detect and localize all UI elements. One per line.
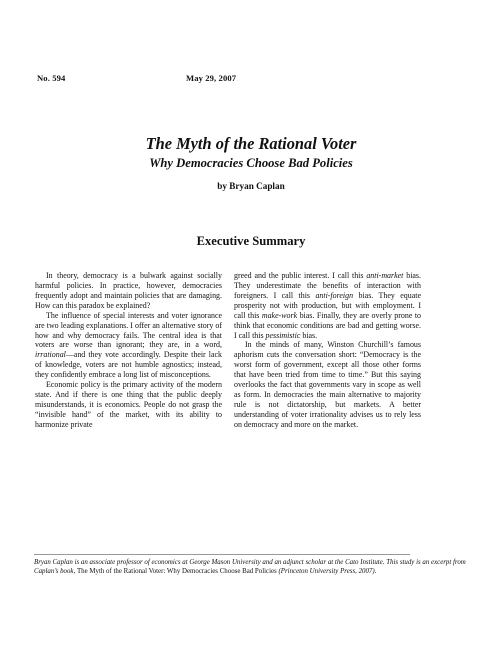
footnote-text: (Princeton University Press, 2007).	[276, 567, 377, 575]
paragraph-text: bias. They equate prosperity not with production, but with employment. I call this	[234, 290, 421, 320]
left-text-column	[35, 271, 222, 430]
author-footnote	[34, 559, 474, 576]
paragraph-text: —and they vote accordingly. Despite their lack of knowledge, voters are not humble agnostics; instead, they confidently embrace a long list of misconceptions.	[35, 350, 222, 380]
publication-date: May 29, 2007	[186, 73, 237, 83]
footnote-divider	[34, 554, 410, 555]
section-heading: Executive Summary	[196, 234, 306, 248]
paragraph-text: The influence of special interests and voter ignorance are two leading explanations. I offer an alternative story of how and why democracy fails. The central idea is that voters are worse than ignorant; they are, in a word,	[35, 310, 222, 350]
paragraph-text: bias. They underestimate the benefits of interaction with foreigners. I call this	[234, 271, 421, 300]
paragraph-text: bias.	[300, 330, 318, 340]
emphasis-text: anti-foreign	[315, 290, 354, 300]
issue-number: No. 594	[37, 73, 66, 83]
footnote-text: Bryan Caplan is an associate professor of economics at George Mason University and an adjunct scholar at the Cato Institute. This study is an excerpt from Caplan’s book,	[34, 559, 466, 575]
document-title: The Myth of the Rational Voter	[145, 134, 357, 153]
emphasis-text: pessimistic	[265, 330, 301, 340]
emphasis-text: make-work	[261, 310, 298, 320]
author-byline: by Bryan Caplan	[217, 181, 285, 191]
paragraph	[35, 311, 222, 380]
right-text-column	[234, 271, 421, 430]
paragraph: In theory, democracy is a bulwark against socially harmful policies. In practice, however, democracies frequently adopt and maintain policies that are damaging. How can this paradox be explained?	[35, 271, 222, 310]
paragraph	[234, 271, 421, 340]
paragraph-text: greed and the public interest. I call this	[234, 271, 367, 280]
emphasis-text: irrational	[35, 350, 66, 360]
emphasis-text: anti-market	[366, 271, 404, 280]
paragraph-text: bias. Finally, they are overly prone to think that economic conditions are bad and getting worse. I call this	[234, 310, 421, 340]
document-subtitle: Why Democracies Choose Bad Policies	[149, 156, 353, 170]
paragraph: Economic policy is the primary activity of the modern state. And if there is one thing that the public deeply misunderstands, it is economics. People do not grasp the “invisible hand” of the market, with its ability to harmonize private	[35, 380, 222, 429]
book-title: The Myth of the Rational Voter: Why Democracies Choose Bad Policies	[76, 567, 277, 575]
paragraph: In the minds of many, Winston Churchill’s famous aphorism cuts the conversation short: “Democracy is the worst form of government, except all those other forms that have been tried from time to time.” But this saying overlooks the fact that governments vary in scope as well as form. In democracies the main alternative to majority rule is not dictatorship, but markets. A better understanding of voter irrationality advises us to rely less on democracy and more on the market.	[234, 340, 421, 429]
